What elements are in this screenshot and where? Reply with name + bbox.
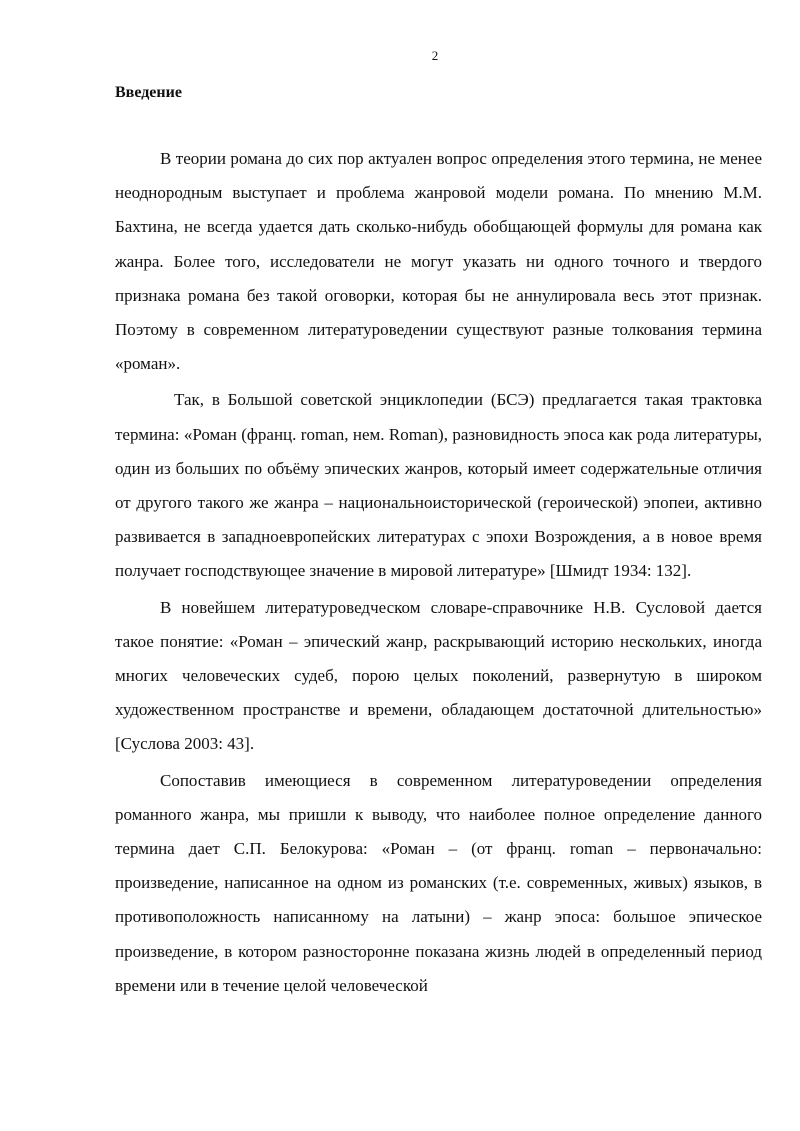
- section-heading: Введение: [115, 84, 182, 101]
- paragraph-4: Сопоставив имеющиеся в современном литературоведении определения романного жанра, мы пришли к выводу, что наиболее полное определение данного термина дает С.П. Белокурова: «Роман – (от франц. roman – первоначально: произведение, написанное на одном из романских (т.е. современных, живых) языков, в противоположность написанному на латыни) – жанр эпоса: большое эпическое произведение, в котором разносторонне показана жизнь людей в определенный период времени или в течение целой человеческой: [115, 770, 762, 995]
- page-number: 2: [431, 48, 439, 63]
- body-text: [115, 142, 762, 1003]
- paragraph-3: В новейшем литературоведческом словаре-справочнике Н.В. Сусловой дается такое понятие: «Роман – эпический жанр, раскрывающий историю нескольких, иногда многих человеческих судеб, порою целых поколений, развернутую в широком художественном пространстве и времени, обладающем достаточной длительностью» [Суслова 2003: 43].: [115, 597, 762, 754]
- paragraph-2: Так, в Большой советской энциклопедии (БСЭ) предлагается такая трактовка термина: «Роман (франц. roman, нем. Roman), разновидность эпоса как рода литературы, один из больших по объёму эпических жанров, который имеет содержательные отличия от другого такого же жанра – национальноисторической (героической) эпопеи, активно развивается в западноевропейских литературах с эпохи Возрождения, а в новое время получает господствующее значение в мировой литературе» [Шмидт 1934: 132].: [115, 390, 762, 581]
- paragraph-1: В теории романа до сих пор актуален вопрос определения этого термина, не менее неоднородным выступает и проблема жанровой модели романа. По мнению М.М. Бахтина, не всегда удается дать сколько-нибудь обобщающей формулы для романа как жанра. Более того, исследователи не могут указать ни одного точного и твердого признака романа без такой оговорки, которая бы не аннулировала весь этот признак. Поэтому в современном литературоведении существуют разные толкования термина «роман».: [115, 149, 762, 374]
